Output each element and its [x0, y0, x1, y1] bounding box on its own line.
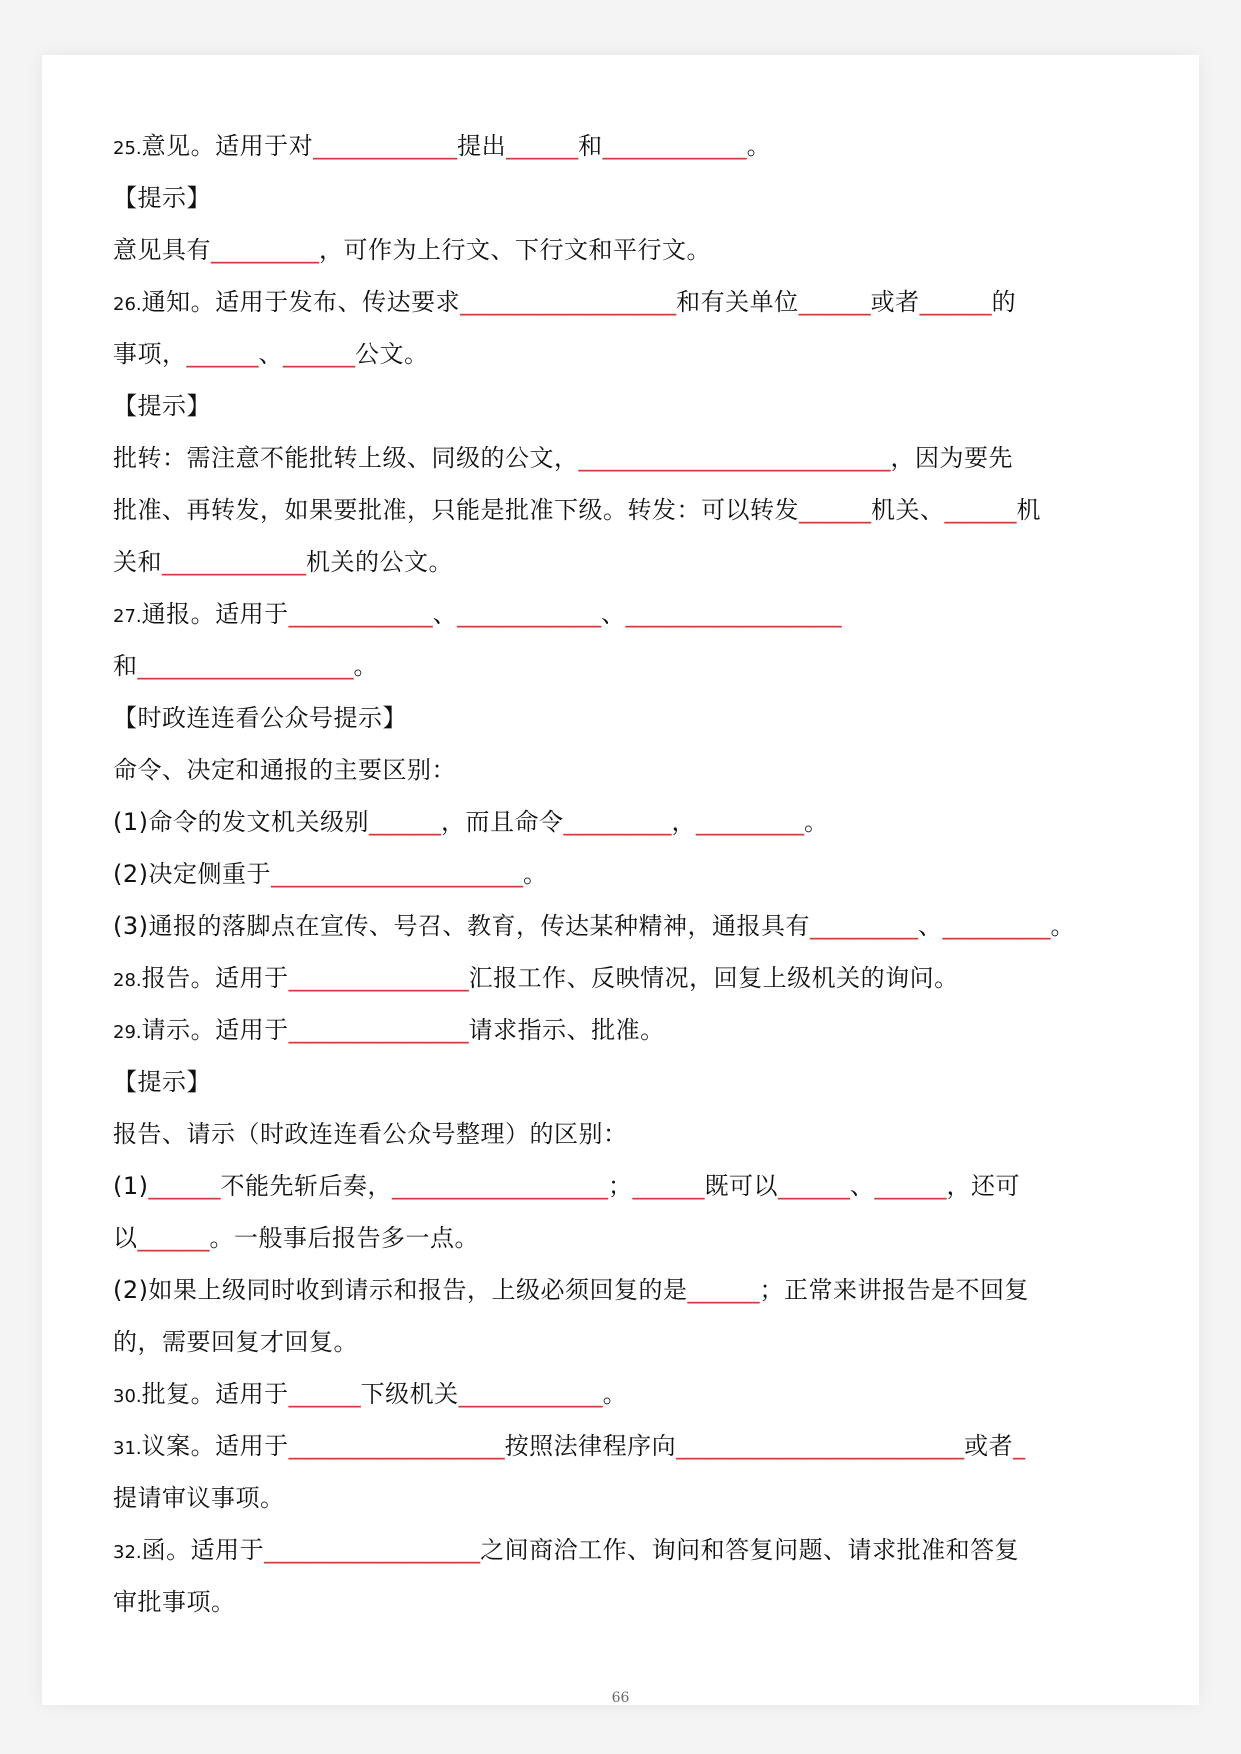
- text-segment: 以: [113, 1224, 138, 1252]
- fill-in-blank: __________________: [264, 1536, 481, 1564]
- text-segment: 事项，: [113, 340, 187, 368]
- text-line: [113, 1420, 1143, 1472]
- text-segment: 【提示】: [113, 1068, 211, 1096]
- item-number: 26.: [113, 294, 142, 315]
- text-line: [113, 536, 1143, 588]
- fill-in-blank: ______: [919, 288, 992, 316]
- text-line: [113, 1108, 1143, 1160]
- text-segment: 提出: [457, 132, 507, 160]
- text-segment: 报告、请示（时政连连看公众号整理）的区别：: [113, 1120, 628, 1148]
- document-body: [113, 120, 1143, 1628]
- text-segment: 议案。适用于: [141, 1432, 289, 1460]
- item-number: 25.: [113, 138, 142, 159]
- fill-in-blank: ______: [944, 496, 1017, 524]
- text-segment: 【提示】: [113, 184, 211, 212]
- text-segment: 关和: [113, 548, 162, 576]
- fill-in-blank: ________________________: [676, 1432, 965, 1460]
- text-line: [113, 1004, 1143, 1056]
- fill-in-blank: _________: [211, 236, 319, 264]
- text-segment: ；正常来讲报告是不回复: [759, 1276, 1029, 1304]
- fill-in-blank: __________________: [288, 1432, 505, 1460]
- fill-in-blank: __________________: [137, 652, 354, 680]
- fill-in-blank: ____________: [457, 600, 602, 628]
- text-segment: 【时政连连看公众号提示】: [113, 704, 407, 732]
- text-segment: 批准、再转发，如果要批准，只能是批准下级。转发：可以转发: [113, 496, 799, 524]
- text-segment: 意见。适用于对: [141, 132, 314, 160]
- text-segment: 的: [991, 288, 1017, 316]
- fill-in-blank: _________: [563, 808, 672, 836]
- text-segment: 。: [602, 1380, 628, 1408]
- text-segment: 命令、决定和通报的主要区别：: [113, 756, 456, 784]
- fill-in-blank: ______: [186, 340, 259, 368]
- fill-in-blank: __________________: [625, 600, 842, 628]
- item-number: 30.: [113, 1386, 142, 1407]
- text-segment: 报告。适用于: [141, 964, 289, 992]
- fill-in-blank: ______: [798, 288, 871, 316]
- fill-in-blank: __________________: [392, 1172, 608, 1200]
- fill-in-blank: ____________: [602, 132, 747, 160]
- text-segment: 函。适用于: [141, 1536, 265, 1564]
- text-segment: 意见具有: [113, 236, 211, 264]
- text-line: [113, 848, 1143, 900]
- text-line: [113, 1472, 1143, 1524]
- text-line: [113, 640, 1143, 692]
- fill-in-blank: _____________________: [271, 860, 523, 888]
- text-segment: ，: [671, 808, 696, 836]
- text-line: [113, 1264, 1143, 1316]
- text-line: [113, 172, 1143, 224]
- text-line: [113, 900, 1143, 952]
- fill-in-blank: ______: [799, 496, 871, 524]
- text-segment: 、: [258, 340, 283, 368]
- text-segment: 提请审议事项。: [113, 1484, 285, 1512]
- text-segment: 、: [432, 600, 458, 628]
- text-segment: (2)如果上级同时收到请示和报告，上级必须回复的是: [113, 1276, 688, 1304]
- text-segment: 、: [918, 912, 943, 940]
- text-segment: 和: [578, 132, 603, 160]
- fill-in-blank: ______: [369, 808, 441, 836]
- text-segment: 和有关单位: [676, 288, 799, 316]
- text-line: [113, 1368, 1143, 1420]
- text-segment: 批转：需注意不能批转上级、同级的公文，: [113, 444, 579, 472]
- text-segment: 。: [1050, 912, 1075, 940]
- text-segment: (1)命令的发文机关级别: [113, 808, 369, 836]
- text-line: [113, 796, 1143, 848]
- text-line: [113, 224, 1143, 276]
- text-segment: 或者: [870, 288, 920, 316]
- text-line: [113, 744, 1143, 796]
- text-segment: 批复。适用于: [141, 1380, 289, 1408]
- fill-in-blank: ____________: [313, 132, 458, 160]
- text-segment: (3)通报的落脚点在宣传、号召、教育，传达某种精神，通报具有: [113, 912, 810, 940]
- text-segment: 。: [746, 132, 772, 160]
- text-segment: 机关、: [871, 496, 945, 524]
- text-line: [113, 1524, 1143, 1576]
- fill-in-blank: ______: [778, 1172, 850, 1200]
- text-segment: ；: [608, 1172, 633, 1200]
- text-line: [113, 1316, 1143, 1368]
- text-segment: 审批事项。: [113, 1588, 236, 1616]
- text-line: [113, 328, 1143, 380]
- fill-in-blank: ______: [506, 132, 579, 160]
- text-segment: 和: [113, 652, 138, 680]
- text-line: [113, 1056, 1143, 1108]
- text-line: [113, 276, 1143, 328]
- fill-in-blank: _: [1013, 1432, 1026, 1460]
- text-line: [113, 1212, 1143, 1264]
- text-segment: 请示。适用于: [141, 1016, 289, 1044]
- fill-in-blank: ______: [283, 340, 355, 368]
- text-line: [113, 484, 1143, 536]
- fill-in-blank: ____________: [288, 600, 433, 628]
- text-line: [113, 952, 1143, 1004]
- text-segment: 通报。适用于: [141, 600, 289, 628]
- fill-in-blank: ______: [874, 1172, 947, 1200]
- text-segment: 下级机关: [360, 1380, 459, 1408]
- text-segment: ，还可: [946, 1172, 1020, 1200]
- text-segment: 。: [523, 860, 548, 888]
- text-segment: 之间商洽工作、询问和答复问题、请求批准和答复: [480, 1536, 1020, 1564]
- fill-in-blank: ____________: [162, 548, 306, 576]
- text-line: [113, 588, 1143, 640]
- item-number: 32.: [113, 1542, 142, 1563]
- text-segment: 汇报工作、反映情况，回复上级机关的询问。: [468, 964, 959, 992]
- text-segment: 的，需要回复才回复。: [113, 1328, 358, 1356]
- text-segment: 、: [601, 600, 626, 628]
- text-segment: 、: [850, 1172, 875, 1200]
- fill-in-blank: ____________: [458, 1380, 603, 1408]
- text-line: [113, 120, 1143, 172]
- text-segment: 或者: [964, 1432, 1014, 1460]
- text-segment: ，可作为上行文、下行文和平行文。: [319, 236, 711, 264]
- fill-in-blank: __________________________: [578, 444, 891, 472]
- text-line: [113, 692, 1143, 744]
- text-segment: 通知。适用于发布、传达要求: [141, 288, 461, 316]
- text-segment: 。: [353, 652, 378, 680]
- text-segment: 公文。: [355, 340, 429, 368]
- fill-in-blank: _________: [810, 912, 918, 940]
- text-segment: 不能先斩后奏，: [220, 1172, 392, 1200]
- fill-in-blank: ______: [148, 1172, 221, 1200]
- fill-in-blank: ______: [687, 1276, 760, 1304]
- text-segment: (1): [113, 1172, 149, 1200]
- fill-in-blank: ______: [288, 1380, 361, 1408]
- item-number: 29.: [113, 1022, 142, 1043]
- fill-in-blank: _________: [942, 912, 1051, 940]
- text-segment: 【提示】: [113, 392, 211, 420]
- text-line: [113, 380, 1143, 432]
- fill-in-blank: ______: [137, 1224, 210, 1252]
- text-segment: 。: [804, 808, 829, 836]
- item-number: 31.: [113, 1438, 142, 1459]
- text-segment: 按照法律程序向: [504, 1432, 677, 1460]
- page-number: 66: [611, 1690, 630, 1706]
- text-segment: ，因为要先: [890, 444, 1013, 472]
- text-segment: 机关的公文。: [306, 548, 453, 576]
- fill-in-blank: __________________: [460, 288, 677, 316]
- text-line: [113, 432, 1143, 484]
- text-segment: (2)决定侧重于: [113, 860, 271, 888]
- text-segment: ，而且命令: [441, 808, 564, 836]
- fill-in-blank: ______: [632, 1172, 705, 1200]
- text-line: [113, 1160, 1143, 1212]
- text-segment: 既可以: [704, 1172, 778, 1200]
- item-number: 28.: [113, 970, 142, 991]
- item-number: 27.: [113, 606, 142, 627]
- text-segment: 请求指示、批准。: [468, 1016, 665, 1044]
- fill-in-blank: _______________: [288, 964, 469, 992]
- text-segment: 。一般事后报告多一点。: [209, 1224, 479, 1252]
- text-line: [113, 1576, 1143, 1628]
- fill-in-blank: _________: [696, 808, 804, 836]
- fill-in-blank: _______________: [288, 1016, 469, 1044]
- text-segment: 机: [1016, 496, 1041, 524]
